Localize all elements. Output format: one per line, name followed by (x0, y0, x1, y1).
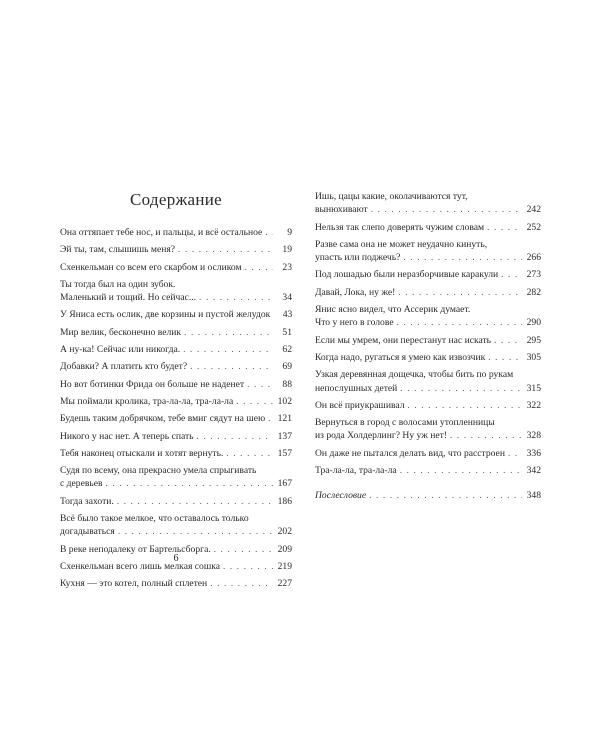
dot-leader (397, 316, 522, 329)
entry-title-line: Кухня — это котел, полный сплетен (60, 578, 208, 590)
entry-title-line: Когда надо, ругаться я умею как извозчик (315, 351, 486, 363)
entry-page-number: 219 (277, 560, 292, 572)
entry-title-line: Мы поймали кролика, тра-ла-ла, тра-ла-ла (60, 395, 234, 407)
entry-title-line: Эй ты, там, слышишь меня? (60, 244, 176, 256)
dot-leader (501, 268, 522, 281)
entry-title-line: Что у него в голове (315, 317, 394, 329)
entry-title-line: вынюхивают (315, 204, 368, 216)
toc-entry[interactable] (315, 303, 541, 330)
entry-last-line (315, 286, 541, 299)
entry-page-number: 295 (526, 334, 541, 346)
toc-entry[interactable] (60, 326, 292, 339)
dot-leader (117, 495, 273, 508)
toc-entry[interactable] (60, 343, 292, 356)
toc-entry[interactable] (315, 447, 541, 460)
toc-entry[interactable] (60, 378, 292, 391)
entry-last-line (315, 464, 541, 477)
entry-last-line (315, 203, 541, 216)
entry-page-number: 342 (526, 465, 541, 477)
entry-title-line: Давай, Лока, ну же! (315, 286, 396, 298)
dot-leader (400, 382, 522, 395)
entry-title-line: Тогда захоти. (60, 495, 114, 507)
entry-last-line (60, 577, 292, 590)
entry-last-line (60, 326, 292, 339)
toc-entry[interactable] (60, 464, 292, 491)
entry-last-line (60, 261, 292, 274)
entry-title-line: Добавки? А платить кто будет? (60, 361, 188, 373)
entry-page-number: 157 (277, 447, 292, 459)
toc-entry[interactable] (315, 368, 541, 395)
entry-page-number: 322 (526, 399, 541, 411)
entry-title-line: Вернуться в город с волосами утопленницы (315, 417, 495, 429)
entry-title-line: Будешь таким добрячком, тебе вмиг сядут на шею (60, 413, 266, 425)
dot-leader (184, 326, 273, 339)
entry-last-line (60, 226, 292, 239)
dot-leader (268, 412, 273, 425)
entry-title-line: Ты тогда был на один зубок. (60, 278, 176, 290)
toc-entry[interactable] (60, 512, 292, 539)
right-page (315, 190, 541, 507)
entry-page-number: 9 (287, 227, 292, 238)
entry-title-line: непослушных детей (315, 382, 398, 394)
entry-title-line: Разве сама она не может неудачно кинуть, (315, 238, 488, 250)
toc-entry[interactable] (315, 190, 541, 217)
dot-leader (190, 360, 273, 373)
entry-page-number: 348 (526, 490, 541, 502)
entry-last-line (60, 395, 292, 408)
toc-entry[interactable] (60, 226, 292, 239)
dot-leader (487, 221, 522, 234)
entry-page-number: 328 (526, 430, 541, 442)
entry-last-line (60, 495, 292, 508)
dot-leader (247, 378, 273, 391)
entry-page-number: 88 (282, 378, 292, 390)
entry-last-line (60, 343, 292, 356)
afterword-spacer (315, 481, 541, 489)
dot-leader (400, 464, 522, 477)
entry-page-number: 137 (277, 430, 292, 442)
entry-page-number: 51 (282, 326, 292, 338)
dot-leader (488, 351, 522, 364)
entry-last-line (60, 447, 292, 460)
entry-title-line: упасть или поджечь? (315, 252, 401, 264)
entry-last-line (315, 334, 541, 347)
entry-title-line: Но вот ботинки Фрида он больше не наденет (60, 378, 245, 390)
entry-last-line (60, 430, 292, 443)
entry-title-line: догадываться (60, 526, 115, 538)
dot-leader (197, 430, 273, 443)
entry-last-line (315, 268, 541, 281)
dot-leader (199, 291, 273, 304)
entry-title-line: Ишь, цацы какие, околачиваются тут, (315, 191, 468, 202)
entry-title-line: Судя по всему, она прекрасно умела спрыгивать (60, 465, 257, 477)
toc-entry[interactable] (60, 577, 292, 590)
entry-last-line (315, 399, 541, 412)
entry-page-number: 43 (282, 309, 293, 321)
entry-title-line: Послесловие (315, 490, 367, 502)
entry-page-number: 273 (526, 269, 541, 281)
entry-page-number: 19 (282, 244, 292, 256)
entry-last-line (60, 308, 292, 321)
toc-entry[interactable] (315, 268, 541, 281)
entry-last-line (315, 382, 541, 395)
entry-page-number: 202 (277, 526, 292, 538)
entry-page-number: 290 (526, 317, 541, 329)
entry-title-line: из рода Холдерлинг? Ну уж нет! (315, 430, 448, 442)
toc-entry[interactable] (60, 261, 292, 274)
dot-leader (183, 343, 273, 356)
dot-leader (450, 429, 522, 442)
entry-page-number: 336 (526, 447, 541, 459)
entry-title-line: Под лошадью были неразборчивые каракули (315, 269, 499, 281)
entry-title-line: В реке неподалеку от Бартельсборга. (60, 543, 211, 555)
entry-title-line: Она оттяпает тебе нос, и пальцы, и всё остальное (60, 227, 263, 238)
entry-page-number: 266 (526, 252, 541, 264)
dot-leader (245, 261, 273, 274)
entry-title-line: Тра-ла-ла, тра-ла-ла (315, 465, 397, 477)
dot-leader (236, 395, 273, 408)
entry-page-number: 23 (282, 261, 292, 273)
toc-entry[interactable] (315, 286, 541, 299)
entry-last-line (315, 221, 541, 234)
dot-leader (369, 489, 522, 502)
toc-entry[interactable] (315, 416, 541, 443)
entry-page-number: 34 (282, 292, 292, 304)
entry-last-line (60, 360, 292, 373)
dot-leader (210, 577, 273, 590)
dot-leader (407, 399, 522, 412)
entry-page-number: 305 (526, 351, 541, 363)
entry-page-number: 102 (277, 395, 292, 407)
entry-title-line: Маленький и тощий. Но сейчас... (60, 292, 197, 304)
entry-title-line: Он даже не пытался делать вид, что расстроен (315, 447, 505, 459)
toc-entry[interactable] (60, 495, 292, 508)
toc-entry[interactable] (60, 278, 292, 305)
dot-leader (265, 226, 273, 239)
afterword-entry[interactable] (315, 489, 541, 502)
entry-title-line: Янис ясно видел, что Ассерик думает. (315, 304, 471, 316)
dot-leader (106, 477, 273, 490)
entry-page-number: 186 (277, 495, 292, 507)
toc-list-right (315, 190, 541, 477)
dot-leader (226, 447, 273, 460)
dot-leader (398, 286, 522, 299)
toc-entry[interactable] (60, 395, 292, 408)
toc-entry[interactable] (315, 221, 541, 234)
entry-last-line (60, 378, 292, 391)
toc-entry[interactable] (60, 360, 292, 373)
entry-title-line: Он всё приукрашивал (315, 399, 405, 411)
entry-page-number: 252 (526, 221, 541, 233)
dot-leader (508, 447, 522, 460)
entry-last-line (315, 429, 541, 442)
toc-afterword (315, 489, 541, 502)
entry-last-line (315, 489, 541, 502)
entry-last-line (60, 291, 292, 304)
toc-entry[interactable] (315, 464, 541, 477)
entry-page-number: 282 (526, 286, 541, 298)
toc-entry[interactable] (60, 308, 292, 321)
toc-entry[interactable] (60, 412, 292, 425)
toc-entry[interactable] (60, 243, 292, 256)
entry-page-number: 209 (277, 543, 292, 555)
entry-page-number: 121 (277, 413, 292, 425)
entry-page-number: 242 (526, 204, 541, 216)
entry-title-line: У Яниса есть ослик, две корзины и пустой желудок (60, 309, 271, 321)
entry-page-number: 62 (282, 344, 292, 356)
entry-last-line (60, 412, 292, 425)
entry-title-line: Если мы умрем, они перестанут нас искать (315, 334, 492, 346)
entry-title-line: Узкая деревянная дощечка, чтобы бить по рукам (315, 369, 514, 381)
toc-entry[interactable] (60, 447, 292, 460)
dot-leader (371, 203, 522, 216)
toc-list-left (60, 226, 292, 591)
toc-entry[interactable] (315, 334, 541, 347)
entry-title-line: Схенкельман со всем его скарбом и осликом (60, 261, 242, 273)
page-number: 6 (173, 553, 179, 564)
entry-page-number: 69 (282, 361, 292, 373)
toc-entry[interactable] (60, 430, 292, 443)
entry-title-line: Мир велик, бесконечно велик (60, 326, 182, 338)
entry-page-number: 315 (526, 382, 541, 394)
toc-title: Содержание (129, 190, 223, 209)
entry-title-line: Всё было такое мелкое, что оставалось только (60, 513, 249, 525)
entry-last-line (60, 243, 292, 256)
entry-title-line: с деревьев (60, 478, 103, 490)
entry-last-line (315, 251, 541, 264)
entry-last-line (60, 477, 292, 490)
dot-leader (178, 243, 273, 256)
entry-title-line: Тебя наконец отыскали и хотят вернуть. (60, 447, 224, 459)
entry-title-line: Нельзя так слепо доверять чужим словам (315, 221, 485, 233)
entry-title-line: Схенкельман всего лишь мелкая сошка (60, 560, 220, 572)
toc-entry[interactable] (315, 399, 541, 412)
entry-title-line: Никого у нас нет. А теперь спать (60, 430, 194, 442)
dot-leader (494, 334, 522, 347)
entry-last-line (315, 351, 541, 364)
entry-page-number: 227 (277, 578, 292, 590)
dot-leader (118, 525, 273, 538)
entry-last-line (315, 316, 541, 329)
dot-leader (403, 251, 522, 264)
entry-last-line (315, 447, 541, 460)
toc-entry[interactable] (315, 238, 541, 265)
entry-title-line: А ну-ка! Сейчас или никогда. (60, 344, 181, 356)
entry-page-number: 167 (277, 478, 292, 490)
toc-entry[interactable] (315, 351, 541, 364)
entry-last-line (60, 525, 292, 538)
left-page (60, 190, 292, 595)
